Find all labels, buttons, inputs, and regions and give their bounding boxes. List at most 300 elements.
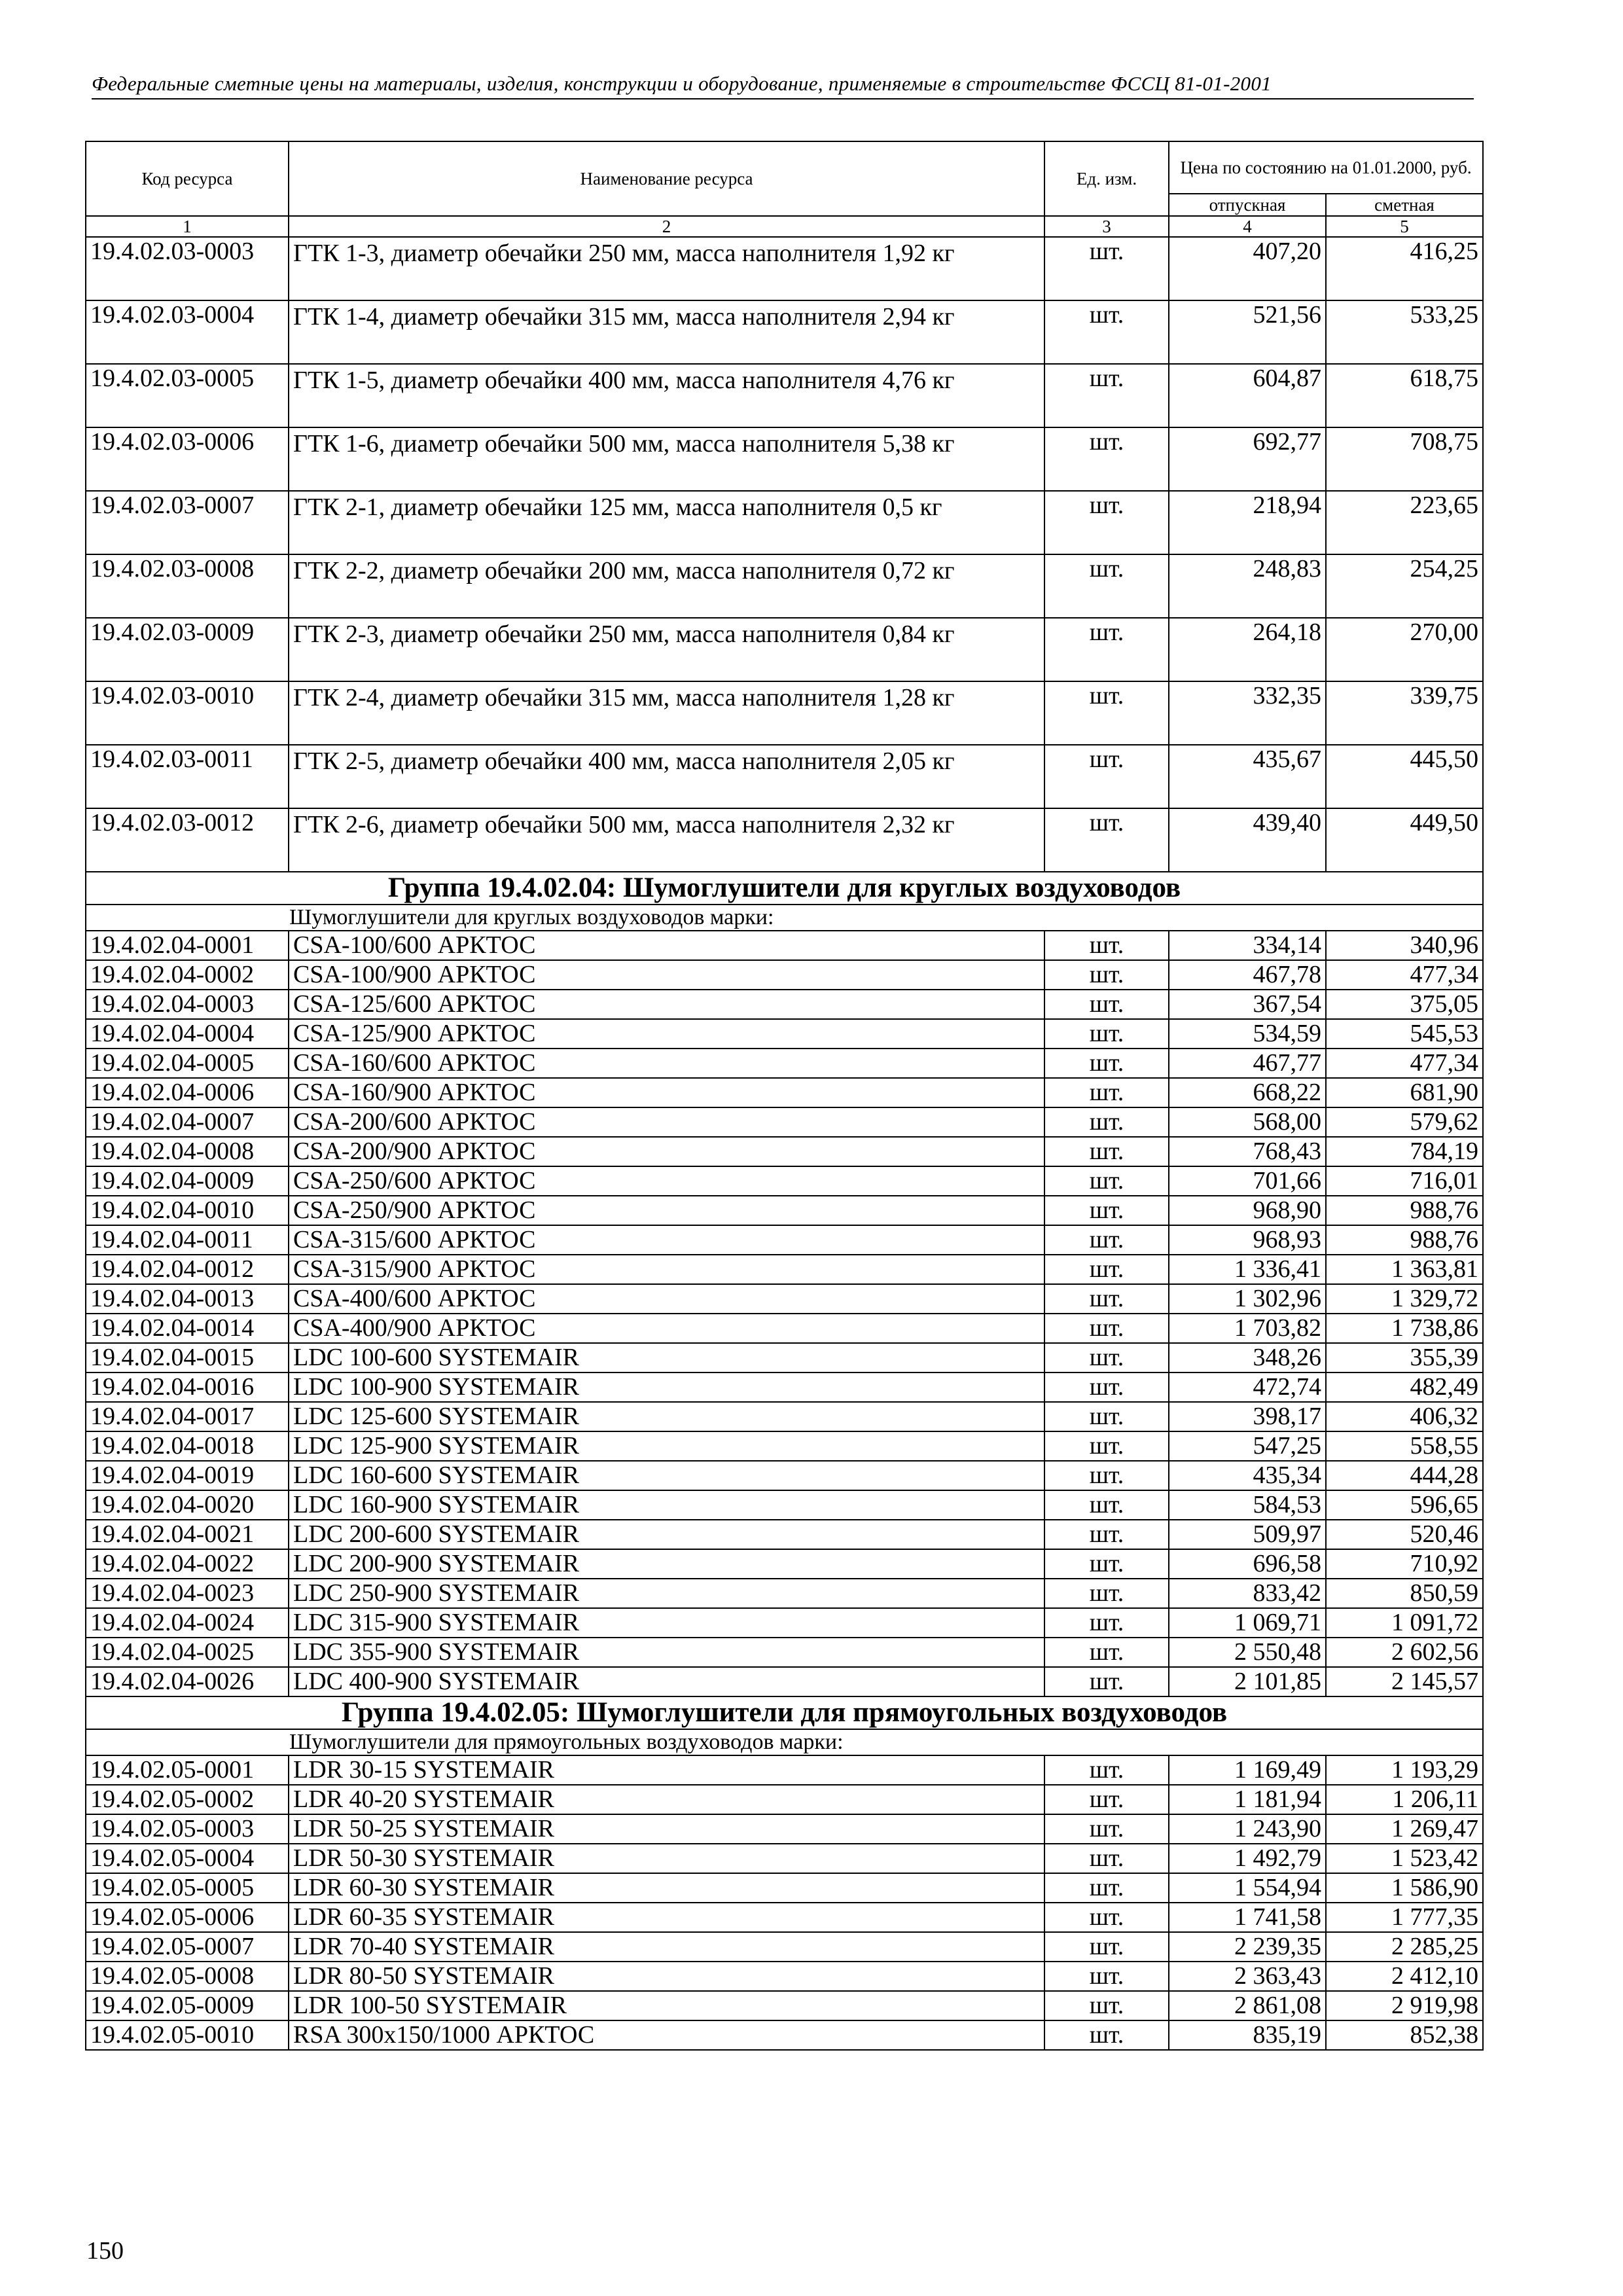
estimate-price: 482,49 [1326, 1372, 1483, 1402]
table-row [86, 300, 1483, 364]
unit: шт. [1044, 1402, 1169, 1431]
release-price: 1 243,90 [1169, 1814, 1326, 1844]
unit: шт. [1044, 1137, 1169, 1166]
estimate-price: 1 193,29 [1326, 1755, 1483, 1785]
unit: шт. [1044, 1078, 1169, 1107]
resource-code: 19.4.02.03-0009 [86, 618, 289, 681]
table-row [86, 1490, 1483, 1520]
resource-name: CSA-200/600 АРКТОС [289, 1107, 1044, 1137]
table-row [86, 1520, 1483, 1549]
resource-name: ГТК 2-3, диаметр обечайки 250 мм, масса наполнителя 0,84 кг [289, 618, 1044, 681]
estimate-price: 2 412,10 [1326, 1962, 1483, 1991]
resource-code: 19.4.02.05-0009 [86, 1991, 289, 2020]
unit: шт. [1044, 808, 1169, 872]
estimate-price: 596,65 [1326, 1490, 1483, 1520]
resource-name: LDC 315-900 SYSTEMAIR [289, 1608, 1044, 1638]
estimate-price: 445,50 [1326, 745, 1483, 808]
resource-code: 19.4.02.05-0006 [86, 1903, 289, 1932]
estimate-price: 449,50 [1326, 808, 1483, 872]
header-estimate-price: сметная [1326, 194, 1483, 216]
resource-code: 19.4.02.04-0020 [86, 1490, 289, 1520]
table-row [86, 1137, 1483, 1166]
estimate-price: 520,46 [1326, 1520, 1483, 1549]
column-number: 3 [1044, 216, 1169, 237]
release-price: 2 239,35 [1169, 1932, 1326, 1962]
unit: шт. [1044, 1579, 1169, 1608]
group-subtitle-row [86, 1729, 1483, 1755]
release-price: 1 069,71 [1169, 1608, 1326, 1638]
unit: шт. [1044, 427, 1169, 491]
resource-name: CSA-250/900 АРКТОС [289, 1196, 1044, 1225]
resource-code: 19.4.02.04-0024 [86, 1608, 289, 1638]
estimate-price: 988,76 [1326, 1196, 1483, 1225]
resource-name: LDC 100-600 SYSTEMAIR [289, 1343, 1044, 1372]
table-row [86, 1314, 1483, 1343]
resource-code: 19.4.02.04-0016 [86, 1372, 289, 1402]
resource-code: 19.4.02.05-0007 [86, 1932, 289, 1962]
unit: шт. [1044, 990, 1169, 1019]
table-row [86, 931, 1483, 960]
resource-code: 19.4.02.05-0003 [86, 1814, 289, 1844]
unit: шт. [1044, 618, 1169, 681]
resource-name: LDC 200-600 SYSTEMAIR [289, 1520, 1044, 1549]
release-price: 348,26 [1169, 1343, 1326, 1372]
estimate-price: 416,25 [1326, 237, 1483, 300]
resource-code: 19.4.02.04-0001 [86, 931, 289, 960]
table-row [86, 1814, 1483, 1844]
group-subtitle-row [86, 905, 1483, 931]
page-number: 150 [86, 2237, 124, 2265]
column-number-row [86, 216, 1483, 237]
release-price: 1 741,58 [1169, 1903, 1326, 1932]
resource-code: 19.4.02.03-0012 [86, 808, 289, 872]
estimate-price: 852,38 [1326, 2020, 1483, 2050]
table-row [86, 1255, 1483, 1284]
estimate-price: 1 363,81 [1326, 1255, 1483, 1284]
resource-name: CSA-250/600 АРКТОС [289, 1166, 1044, 1196]
resource-code: 19.4.02.04-0002 [86, 960, 289, 990]
unit: шт. [1044, 1343, 1169, 1372]
resource-name: LDR 40-20 SYSTEMAIR [289, 1785, 1044, 1814]
unit: шт. [1044, 1608, 1169, 1638]
unit: шт. [1044, 1932, 1169, 1962]
table-row [86, 491, 1483, 554]
unit: шт. [1044, 1785, 1169, 1814]
resource-name: LDC 160-900 SYSTEMAIR [289, 1490, 1044, 1520]
resource-name: CSA-100/600 АРКТОС [289, 931, 1044, 960]
estimate-price: 558,55 [1326, 1431, 1483, 1461]
resource-name: LDR 70-40 SYSTEMAIR [289, 1932, 1044, 1962]
unit: шт. [1044, 1284, 1169, 1314]
resource-code: 19.4.02.04-0003 [86, 990, 289, 1019]
resource-name: CSA-100/900 АРКТОС [289, 960, 1044, 990]
release-price: 696,58 [1169, 1549, 1326, 1579]
release-price: 833,42 [1169, 1579, 1326, 1608]
table-row [86, 1785, 1483, 1814]
estimate-price: 2 919,98 [1326, 1991, 1483, 2020]
group-title: Группа 19.4.02.05: Шумоглушители для прямоугольных воздуховодов [86, 1696, 1483, 1729]
table-row [86, 1549, 1483, 1579]
release-price: 435,34 [1169, 1461, 1326, 1490]
unit: шт. [1044, 1107, 1169, 1137]
resource-name: LDR 50-30 SYSTEMAIR [289, 1844, 1044, 1873]
resource-code: 19.4.02.04-0018 [86, 1431, 289, 1461]
release-price: 467,78 [1169, 960, 1326, 990]
estimate-price: 579,62 [1326, 1107, 1483, 1137]
estimate-price: 254,25 [1326, 554, 1483, 618]
table-row [86, 1196, 1483, 1225]
release-price: 2 861,08 [1169, 1991, 1326, 2020]
unit: шт. [1044, 2020, 1169, 2050]
column-number: 1 [86, 216, 289, 237]
estimate-price: 1 777,35 [1326, 1903, 1483, 1932]
resource-name: ГТК 1-3, диаметр обечайки 250 мм, масса наполнителя 1,92 кг [289, 237, 1044, 300]
unit: шт. [1044, 681, 1169, 745]
table-row [86, 1844, 1483, 1873]
table-row [86, 427, 1483, 491]
unit: шт. [1044, 300, 1169, 364]
release-price: 1 302,96 [1169, 1284, 1326, 1314]
column-number: 5 [1326, 216, 1483, 237]
table-row [86, 960, 1483, 990]
header-code: Код ресурса [86, 141, 289, 216]
release-price: 604,87 [1169, 364, 1326, 427]
resource-code: 19.4.02.04-0014 [86, 1314, 289, 1343]
table-row [86, 1049, 1483, 1078]
resource-name: CSA-315/900 АРКТОС [289, 1255, 1044, 1284]
column-number: 4 [1169, 216, 1326, 237]
unit: шт. [1044, 1903, 1169, 1932]
resource-name: CSA-400/600 АРКТОС [289, 1284, 1044, 1314]
estimate-price: 477,34 [1326, 1049, 1483, 1078]
release-price: 835,19 [1169, 2020, 1326, 2050]
estimate-price: 1 523,42 [1326, 1844, 1483, 1873]
table-row [86, 1755, 1483, 1785]
estimate-price: 1 091,72 [1326, 1608, 1483, 1638]
price-table-body [86, 141, 1483, 2050]
unit: шт. [1044, 1490, 1169, 1520]
resource-code: 19.4.02.04-0007 [86, 1107, 289, 1137]
table-row [86, 237, 1483, 300]
release-price: 1 169,49 [1169, 1755, 1326, 1785]
resource-code: 19.4.02.03-0010 [86, 681, 289, 745]
unit: шт. [1044, 1520, 1169, 1549]
group-title: Группа 19.4.02.04: Шумоглушители для круглых воздуховодов [86, 872, 1483, 905]
resource-code: 19.4.02.05-0010 [86, 2020, 289, 2050]
unit: шт. [1044, 491, 1169, 554]
resource-name: LDC 200-900 SYSTEMAIR [289, 1549, 1044, 1579]
resource-code: 19.4.02.03-0004 [86, 300, 289, 364]
table-row [86, 1608, 1483, 1638]
resource-code: 19.4.02.04-0019 [86, 1461, 289, 1490]
resource-name: CSA-160/900 АРКТОС [289, 1078, 1044, 1107]
header-release-price: отпускная [1169, 194, 1326, 216]
estimate-price: 477,34 [1326, 960, 1483, 990]
unit: шт. [1044, 1461, 1169, 1490]
release-price: 398,17 [1169, 1402, 1326, 1431]
release-price: 568,00 [1169, 1107, 1326, 1137]
release-price: 248,83 [1169, 554, 1326, 618]
resource-code: 19.4.02.03-0007 [86, 491, 289, 554]
resource-name: CSA-160/600 АРКТОС [289, 1049, 1044, 1078]
unit: шт. [1044, 1755, 1169, 1785]
resource-code: 19.4.02.03-0005 [86, 364, 289, 427]
resource-name: LDC 125-600 SYSTEMAIR [289, 1402, 1044, 1431]
table-row [86, 1107, 1483, 1137]
estimate-price: 1 329,72 [1326, 1284, 1483, 1314]
resource-code: 19.4.02.04-0023 [86, 1579, 289, 1608]
estimate-price: 708,75 [1326, 427, 1483, 491]
resource-name: LDC 355-900 SYSTEMAIR [289, 1638, 1044, 1667]
estimate-price: 339,75 [1326, 681, 1483, 745]
group-subtitle: Шумоглушители для круглых воздуховодов марки: [86, 905, 1483, 931]
release-price: 218,94 [1169, 491, 1326, 554]
estimate-price: 1 586,90 [1326, 1873, 1483, 1903]
release-price: 332,35 [1169, 681, 1326, 745]
unit: шт. [1044, 237, 1169, 300]
resource-code: 19.4.02.05-0005 [86, 1873, 289, 1903]
table-row [86, 1579, 1483, 1608]
release-price: 521,56 [1169, 300, 1326, 364]
resource-name: LDC 125-900 SYSTEMAIR [289, 1431, 1044, 1461]
resource-code: 19.4.02.04-0011 [86, 1225, 289, 1255]
table-row [86, 745, 1483, 808]
resource-code: 19.4.02.05-0008 [86, 1962, 289, 1991]
unit: шт. [1044, 1225, 1169, 1255]
header-name: Наименование ресурса [289, 141, 1044, 216]
resource-name: ГТК 2-2, диаметр обечайки 200 мм, масса наполнителя 0,72 кг [289, 554, 1044, 618]
estimate-price: 710,92 [1326, 1549, 1483, 1579]
release-price: 701,66 [1169, 1166, 1326, 1196]
resource-name: LDR 50-25 SYSTEMAIR [289, 1814, 1044, 1844]
table-row [86, 1372, 1483, 1402]
group-title-row [86, 1696, 1483, 1729]
unit: шт. [1044, 1049, 1169, 1078]
resource-name: ГТК 1-6, диаметр обечайки 500 мм, масса наполнителя 5,38 кг [289, 427, 1044, 491]
release-price: 534,59 [1169, 1019, 1326, 1049]
estimate-price: 1 206,11 [1326, 1785, 1483, 1814]
release-price: 692,77 [1169, 427, 1326, 491]
unit: шт. [1044, 960, 1169, 990]
resource-name: ГТК 1-5, диаметр обечайки 400 мм, масса наполнителя 4,76 кг [289, 364, 1044, 427]
estimate-price: 850,59 [1326, 1579, 1483, 1608]
unit: шт. [1044, 1019, 1169, 1049]
resource-code: 19.4.02.03-0008 [86, 554, 289, 618]
resource-name: LDR 60-30 SYSTEMAIR [289, 1873, 1044, 1903]
resource-code: 19.4.02.04-0004 [86, 1019, 289, 1049]
table-row [86, 1166, 1483, 1196]
unit: шт. [1044, 554, 1169, 618]
estimate-price: 355,39 [1326, 1343, 1483, 1372]
resource-name: LDC 400-900 SYSTEMAIR [289, 1667, 1044, 1696]
estimate-price: 375,05 [1326, 990, 1483, 1019]
estimate-price: 270,00 [1326, 618, 1483, 681]
resource-code: 19.4.02.05-0004 [86, 1844, 289, 1873]
resource-name: CSA-125/900 АРКТОС [289, 1019, 1044, 1049]
unit: шт. [1044, 1814, 1169, 1844]
table-row [86, 1638, 1483, 1667]
resource-code: 19.4.02.05-0002 [86, 1785, 289, 1814]
resource-name: ГТК 2-5, диаметр обечайки 400 мм, масса наполнителя 2,05 кг [289, 745, 1044, 808]
table-row [86, 1903, 1483, 1932]
table-row [86, 1991, 1483, 2020]
header-unit: Ед. изм. [1044, 141, 1169, 216]
resource-name: LDR 80-50 SYSTEMAIR [289, 1962, 1044, 1991]
table-row [86, 364, 1483, 427]
release-price: 768,43 [1169, 1137, 1326, 1166]
resource-name: ГТК 2-6, диаметр обечайки 500 мм, масса наполнителя 2,32 кг [289, 808, 1044, 872]
resource-code: 19.4.02.04-0010 [86, 1196, 289, 1225]
estimate-price: 2 602,56 [1326, 1638, 1483, 1667]
resource-name: LDR 60-35 SYSTEMAIR [289, 1903, 1044, 1932]
release-price: 1 554,94 [1169, 1873, 1326, 1903]
estimate-price: 340,96 [1326, 931, 1483, 960]
unit: шт. [1044, 1873, 1169, 1903]
resource-code: 19.4.02.04-0025 [86, 1638, 289, 1667]
table-row [86, 681, 1483, 745]
table-row [86, 990, 1483, 1019]
release-price: 1 336,41 [1169, 1255, 1326, 1284]
release-price: 367,54 [1169, 990, 1326, 1019]
release-price: 2 101,85 [1169, 1667, 1326, 1696]
resource-name: LDR 100-50 SYSTEMAIR [289, 1991, 1044, 2020]
resource-code: 19.4.02.04-0008 [86, 1137, 289, 1166]
resource-code: 19.4.02.03-0006 [86, 427, 289, 491]
group-title-row [86, 872, 1483, 905]
release-price: 472,74 [1169, 1372, 1326, 1402]
estimate-price: 681,90 [1326, 1078, 1483, 1107]
resource-code: 19.4.02.04-0012 [86, 1255, 289, 1284]
release-price: 1 492,79 [1169, 1844, 1326, 1873]
estimate-price: 1 738,86 [1326, 1314, 1483, 1343]
resource-name: CSA-125/600 АРКТОС [289, 990, 1044, 1019]
unit: шт. [1044, 1549, 1169, 1579]
table-row [86, 1873, 1483, 1903]
release-price: 547,25 [1169, 1431, 1326, 1461]
header-price: Цена по состоянию на 01.01.2000, руб. [1169, 141, 1483, 194]
resource-code: 19.4.02.04-0017 [86, 1402, 289, 1431]
unit: шт. [1044, 1255, 1169, 1284]
resource-code: 19.4.02.03-0003 [86, 237, 289, 300]
estimate-price: 223,65 [1326, 491, 1483, 554]
release-price: 435,67 [1169, 745, 1326, 808]
unit: шт. [1044, 1991, 1169, 2020]
unit: шт. [1044, 1314, 1169, 1343]
release-price: 584,53 [1169, 1490, 1326, 1520]
estimate-price: 618,75 [1326, 364, 1483, 427]
table-row [86, 1402, 1483, 1431]
release-price: 467,77 [1169, 1049, 1326, 1078]
table-row [86, 1284, 1483, 1314]
unit: шт. [1044, 1431, 1169, 1461]
table-row [86, 1431, 1483, 1461]
resource-name: LDR 30-15 SYSTEMAIR [289, 1755, 1044, 1785]
release-price: 1 181,94 [1169, 1785, 1326, 1814]
resource-code: 19.4.02.04-0022 [86, 1549, 289, 1579]
release-price: 1 703,82 [1169, 1314, 1326, 1343]
resource-code: 19.4.02.04-0021 [86, 1520, 289, 1549]
estimate-price: 784,19 [1326, 1137, 1483, 1166]
table-row [86, 618, 1483, 681]
estimate-price: 545,53 [1326, 1019, 1483, 1049]
table-row [86, 1078, 1483, 1107]
estimate-price: 1 269,47 [1326, 1814, 1483, 1844]
table-row [86, 1932, 1483, 1962]
resource-name: LDC 160-600 SYSTEMAIR [289, 1461, 1044, 1490]
resource-name: ГТК 2-1, диаметр обечайки 125 мм, масса наполнителя 0,5 кг [289, 491, 1044, 554]
resource-code: 19.4.02.04-0026 [86, 1667, 289, 1696]
table-row [86, 1225, 1483, 1255]
unit: шт. [1044, 745, 1169, 808]
table-row [86, 1667, 1483, 1696]
release-price: 968,90 [1169, 1196, 1326, 1225]
table-row [86, 1019, 1483, 1049]
resource-code: 19.4.02.04-0015 [86, 1343, 289, 1372]
unit: шт. [1044, 1962, 1169, 1991]
table-row [86, 1962, 1483, 1991]
release-price: 2 363,43 [1169, 1962, 1326, 1991]
resource-name: CSA-315/600 АРКТОС [289, 1225, 1044, 1255]
estimate-price: 444,28 [1326, 1461, 1483, 1490]
resource-code: 19.4.02.04-0006 [86, 1078, 289, 1107]
resource-name: ГТК 1-4, диаметр обечайки 315 мм, масса наполнителя 2,94 кг [289, 300, 1044, 364]
unit: шт. [1044, 1372, 1169, 1402]
release-price: 968,93 [1169, 1225, 1326, 1255]
release-price: 334,14 [1169, 931, 1326, 960]
resource-name: CSA-200/900 АРКТОС [289, 1137, 1044, 1166]
table-row [86, 1343, 1483, 1372]
unit: шт. [1044, 1196, 1169, 1225]
unit: шт. [1044, 1166, 1169, 1196]
estimate-price: 2 285,25 [1326, 1932, 1483, 1962]
table-row [86, 1461, 1483, 1490]
unit: шт. [1044, 931, 1169, 960]
group-subtitle: Шумоглушители для прямоугольных воздуховодов марки: [86, 1729, 1483, 1755]
estimate-price: 2 145,57 [1326, 1667, 1483, 1696]
release-price: 264,18 [1169, 618, 1326, 681]
resource-name: LDC 250-900 SYSTEMAIR [289, 1579, 1044, 1608]
column-number: 2 [289, 216, 1044, 237]
resource-code: 19.4.02.04-0013 [86, 1284, 289, 1314]
estimate-price: 716,01 [1326, 1166, 1483, 1196]
running-header: Федеральные сметные цены на материалы, изделия, конструкции и оборудование, применяемые в строительстве ФССЦ 81-01-2001 [92, 72, 1474, 99]
resource-name: ГТК 2-4, диаметр обечайки 315 мм, масса наполнителя 1,28 кг [289, 681, 1044, 745]
unit: шт. [1044, 1667, 1169, 1696]
resource-code: 19.4.02.04-0005 [86, 1049, 289, 1078]
table-row [86, 808, 1483, 872]
table-header-row [86, 141, 1483, 194]
price-table [85, 141, 1484, 2051]
release-price: 439,40 [1169, 808, 1326, 872]
release-price: 668,22 [1169, 1078, 1326, 1107]
estimate-price: 988,76 [1326, 1225, 1483, 1255]
unit: шт. [1044, 1844, 1169, 1873]
resource-name: RSA 300х150/1000 АРКТОС [289, 2020, 1044, 2050]
table-row [86, 2020, 1483, 2050]
unit: шт. [1044, 364, 1169, 427]
resource-name: LDC 100-900 SYSTEMAIR [289, 1372, 1044, 1402]
resource-code: 19.4.02.04-0009 [86, 1166, 289, 1196]
release-price: 509,97 [1169, 1520, 1326, 1549]
resource-code: 19.4.02.03-0011 [86, 745, 289, 808]
estimate-price: 533,25 [1326, 300, 1483, 364]
resource-name: CSA-400/900 АРКТОС [289, 1314, 1044, 1343]
table-row [86, 554, 1483, 618]
estimate-price: 406,32 [1326, 1402, 1483, 1431]
resource-code: 19.4.02.05-0001 [86, 1755, 289, 1785]
release-price: 407,20 [1169, 237, 1326, 300]
unit: шт. [1044, 1638, 1169, 1667]
